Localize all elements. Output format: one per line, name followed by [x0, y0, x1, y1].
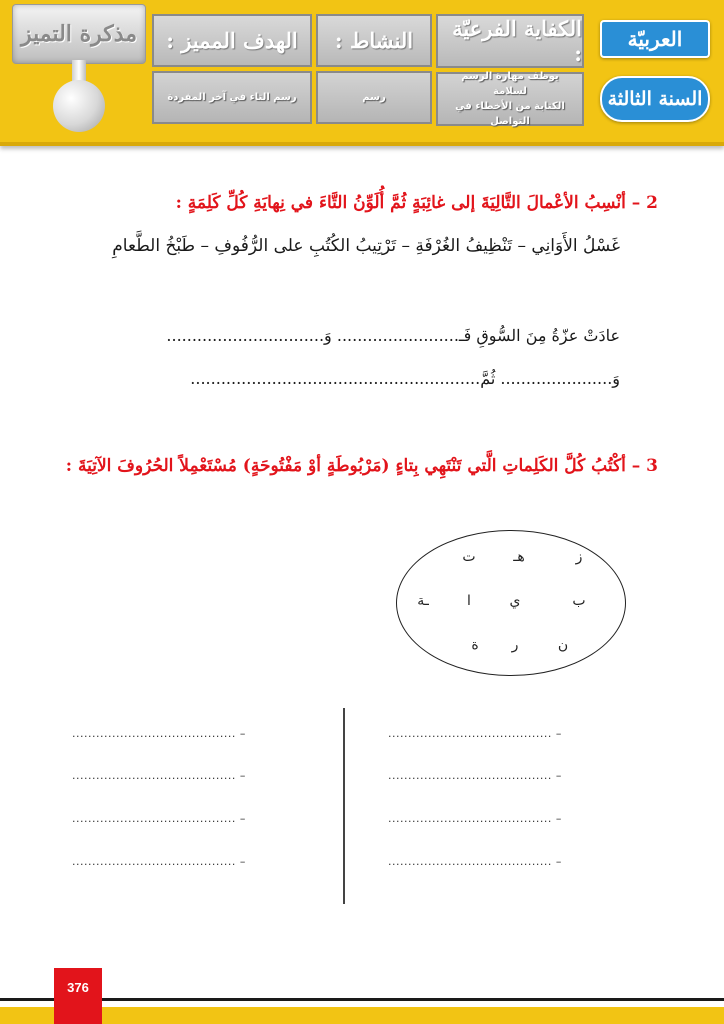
letter: هـ [513, 549, 525, 565]
year-badge: السنة الثالثة [600, 76, 710, 122]
footer-rule [0, 998, 724, 1001]
letter: ـة [417, 593, 429, 609]
letters-oval [396, 530, 626, 676]
answer-line[interactable]: ......................................... – [72, 727, 246, 740]
answer-line[interactable]: ......................................... – [388, 855, 562, 868]
page-header [0, 0, 724, 146]
logo-tag [12, 4, 146, 64]
competency-value [436, 72, 584, 126]
letter: ب [572, 593, 586, 609]
answer-line[interactable]: ......................................... – [72, 812, 246, 825]
exercise-2-word-list: غَسْلُ الأَوَانِي – تَنْظِيفُ الغُرْفَةِ – تَرْتِيبُ الكُتُبِ على الرُّفُوفِ – طَبْخُ الطَّعامِ [112, 236, 620, 256]
answer-line[interactable]: ......................................... – [72, 855, 246, 868]
answer-line[interactable]: ......................................... – [388, 769, 562, 782]
activity-column [316, 14, 432, 124]
answer-line[interactable]: ......................................... – [388, 727, 562, 740]
letter: ز [575, 549, 583, 565]
answer-line[interactable]: ......................................... – [72, 769, 246, 782]
competency-value-line1: يوظف مهارة الرسم لسلامة [461, 71, 559, 97]
letter: ت [462, 549, 476, 565]
letter: ا [467, 593, 471, 609]
letter: ة [471, 637, 479, 653]
footer-band [0, 1007, 724, 1024]
competency-value-line2: الكتابة من الأخطاء في التواصل [455, 101, 565, 127]
letter: ي [509, 593, 521, 609]
exercise-3-heading: 3 – أكْتُبُ كُلَّ الكَلِماتِ الَّتي تَنْتَهِي بِتاءٍ (مَرْبُوطَةٍ أوْ مَفْتُوحَةٍ) مُسْتَعْمِلاً الحُرُوفَ الآتِيَةَ : [65, 456, 658, 476]
logo-text: مذكرة التميز [20, 21, 138, 47]
column-divider [343, 708, 345, 904]
lesson-info-grid [152, 14, 588, 127]
activity-title: النشاط : [316, 14, 432, 67]
page-number-box [54, 968, 102, 1024]
exercise-2-line-2[interactable]: وَ...................... ثُمَّ......................................................... [190, 369, 620, 388]
brand-logo [12, 4, 144, 132]
goal-title: الهدف المميز : [152, 14, 312, 67]
competency-column [436, 14, 584, 127]
logo-ball [53, 80, 105, 132]
subject-badge: العربيّة [600, 20, 710, 58]
exercise-2-heading: 2 – أنْسِبُ الأعْمالَ التَّالِيَةَ إلى غائِبَةٍ ثُمَّ أُلَوِّنُ التَّاءَ في نِهايَةِ كُلِّ كَلِمَةٍ : [175, 193, 658, 213]
letter: ن [557, 637, 569, 653]
goal-value: رسم التاء في آخر المفردة [152, 71, 312, 124]
answer-line[interactable]: ......................................... – [388, 812, 562, 825]
letter: ر [511, 637, 519, 653]
goal-column [152, 14, 312, 124]
activity-value: رسم [316, 71, 432, 124]
competency-title: الكفاية الفرعيّة : [436, 14, 584, 68]
page-number: 376 [67, 980, 89, 995]
exercise-2-line-1[interactable]: عادَتْ عزّةُ مِنَ السُّوقِ فَـ........................ وَ............................... [166, 326, 620, 345]
